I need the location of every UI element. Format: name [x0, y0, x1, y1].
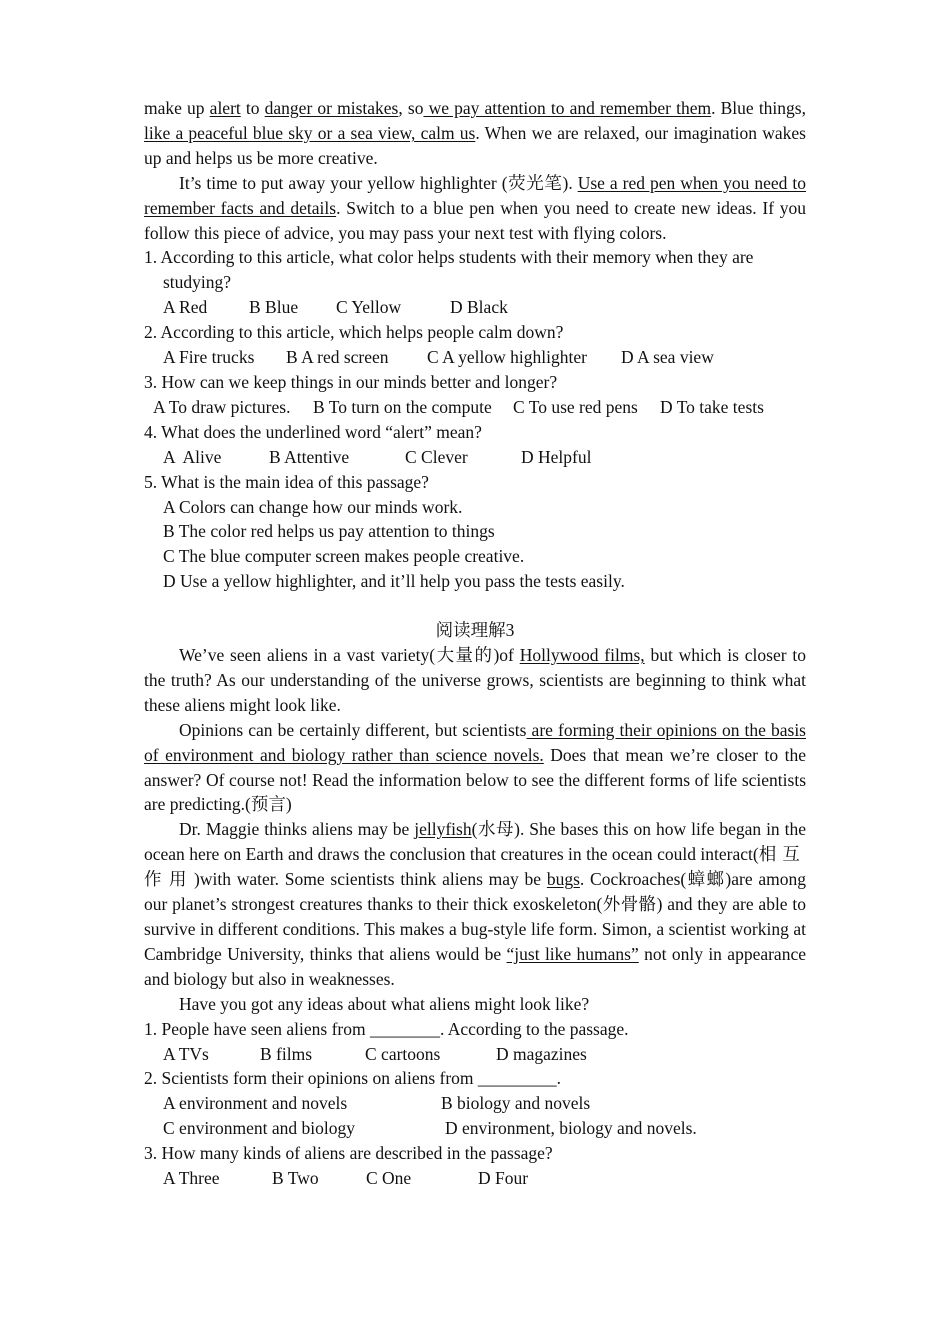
text-run: . When we are relaxed, our imagination wakes up and helps us be more creative. — [144, 122, 806, 168]
option: A Three — [163, 1168, 220, 1189]
passage3-paragraph-3 — [144, 817, 806, 991]
text-run: not only in appearance and biology but also in weaknesses. — [144, 943, 806, 989]
underlined-phrase: “just like humans” — [506, 943, 639, 964]
p3-question-1-options — [144, 1042, 806, 1067]
question-4: 4. What does the underlined word “alert” mean? — [144, 421, 482, 442]
option: C Yellow — [336, 297, 402, 318]
question-5-option-d: D Use a yellow highlighter, and it’ll help you pass the tests easily. — [163, 571, 625, 592]
text-run: We’ve seen aliens in a vast variety(大量的)of — [179, 645, 520, 666]
text-run: It’s time to put away your yellow highlighter (荧光笔). — [179, 172, 578, 193]
passage3-title: 阅读理解3 — [435, 620, 515, 641]
underlined-alert: alert — [209, 98, 241, 118]
option: D environment, biology and novels. — [445, 1118, 697, 1139]
question-1: 1. According to this article, what color helps students with their memory when they are studying? — [144, 247, 754, 293]
option: A To draw pictures. — [153, 396, 291, 417]
text-run: )with water. Some scientists think aliens may be — [194, 869, 547, 890]
text-run: Opinions can be certainly different, but scientists — [179, 719, 527, 740]
question-3: 3. How can we keep things in our minds better and longer? — [144, 371, 558, 392]
text-run: but which is closer to the truth? As our understanding of the universe grows, scientists are beginning to think what these aliens might look like. — [144, 645, 807, 715]
p3-question-2-options-row2 — [144, 1116, 806, 1141]
option: A TVs — [163, 1043, 209, 1064]
p3-question-2: 2. Scientists form their opinions on aliens from _________. — [144, 1068, 562, 1089]
underlined-phrase: danger or mistakes — [264, 98, 399, 118]
option: D Black — [450, 297, 508, 318]
question-2-options — [144, 345, 806, 370]
option: A Alive — [163, 446, 222, 467]
p3-question-3-options — [144, 1166, 806, 1191]
option: B Two — [272, 1168, 319, 1189]
question-5-option-a: A Colors can change how our minds work. — [163, 496, 463, 517]
question-1-options — [144, 295, 806, 320]
option: C To use red pens — [513, 396, 638, 417]
option: B To turn on the compute — [313, 396, 492, 417]
question-5-option-b: B The color red helps us pay attention to things — [163, 521, 495, 542]
question-5-option-c: C The blue computer screen makes people creative. — [163, 546, 525, 567]
option: A Red — [163, 297, 208, 318]
underlined-bugs: bugs — [546, 869, 580, 890]
option: C environment and biology — [163, 1118, 355, 1139]
option: C A yellow highlighter — [427, 347, 587, 368]
question-3-options — [144, 395, 806, 420]
p3-question-2-options-row1 — [144, 1091, 806, 1116]
option: A Fire trucks — [163, 347, 255, 368]
option: B biology and novels — [441, 1093, 591, 1114]
text-run: Dr. Maggie thinks aliens may be — [179, 819, 415, 840]
question-2: 2. According to this article, which helps people calm down? — [144, 322, 564, 343]
option: B films — [260, 1043, 313, 1064]
text-run: make up — [144, 98, 210, 118]
text-run: to — [240, 98, 265, 118]
option: D To take tests — [660, 396, 764, 417]
p3-question-3: 3. How many kinds of aliens are described in the passage? — [144, 1143, 553, 1164]
underlined-phrase: Hollywood films, — [519, 645, 645, 666]
option: A environment and novels — [163, 1093, 348, 1114]
option: D magazines — [496, 1043, 587, 1064]
underlined-phrase: Use a red pen when you need to remember facts and details — [144, 172, 806, 218]
option: C Clever — [405, 446, 468, 467]
question-5: 5. What is the main idea of this passage? — [144, 471, 429, 492]
text-run: . Cockroaches(蟑螂)are among our planet’s strongest creatures thanks to their thick exoskeleton(外骨骼) and they are able to survive in different conditions. This makes a bug-style life form. Simon, a scientist working at Cambridge University, thinks that aliens would be — [144, 869, 806, 964]
text-run: . Switch to a blue pen when you need to create new ideas. If you follow this piece of advice, you may pass your next test with flying colors. — [144, 197, 807, 243]
option: D Four — [478, 1168, 529, 1189]
text-run: . Blue things, — [711, 98, 806, 118]
question-4-options — [144, 445, 806, 470]
option: C cartoons — [365, 1043, 441, 1064]
passage2-paragraph-2 — [144, 171, 806, 246]
passage3-paragraph-4: Have you got any ideas about what aliens might look like? — [179, 993, 590, 1014]
text-run: , so — [398, 98, 424, 118]
spaced-gloss: 相互作用 — [144, 844, 806, 890]
passage3-paragraph-1 — [144, 643, 806, 718]
option: C One — [366, 1168, 412, 1189]
underlined-phrase: we pay attention to and remember them — [423, 98, 712, 118]
option: B A red screen — [286, 347, 389, 368]
underlined-phrase: like a peaceful blue sky or a sea view, calm us — [144, 122, 476, 143]
document-page — [144, 96, 806, 1191]
option: D Helpful — [521, 446, 592, 467]
option: B Attentive — [269, 446, 350, 467]
p3-question-1: 1. People have seen aliens from ________. According to the passage. — [144, 1018, 629, 1039]
underlined-jellyfish: jellyfish — [414, 819, 472, 840]
option: B Blue — [249, 297, 299, 318]
option: D A sea view — [621, 347, 714, 368]
text-run: (水母). She bases this on how life began in the ocean here on Earth and draws the conclusion that creatures in the ocean could interact( — [144, 819, 806, 865]
text-run: Does that mean we’re closer to the answer? Of course not! Read the information below to see the different forms of life scientists are predicting.(预言) — [144, 744, 806, 815]
passage2-paragraph-1 — [144, 96, 806, 171]
passage3-paragraph-2 — [144, 718, 806, 818]
underlined-phrase: are forming their opinions on the basis of environment and biology rather than science novels. — [144, 719, 806, 765]
